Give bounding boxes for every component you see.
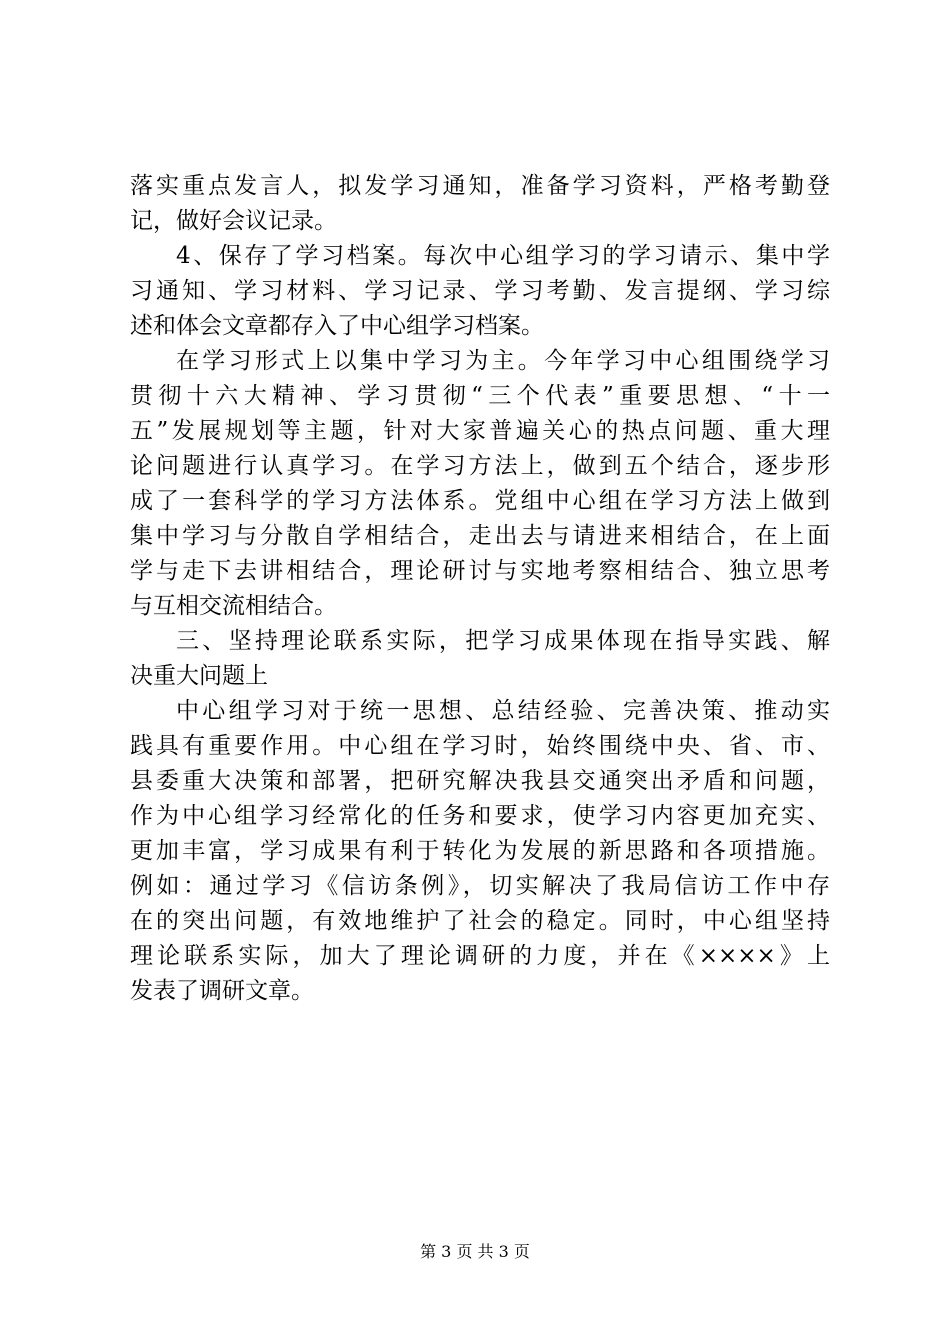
text-line: 决重大问题上 <box>130 663 268 689</box>
text-line: 成了一套科学的学习方法体系。党组中心组在学习方法上做到 <box>130 488 830 514</box>
text-line: 县委重大决策和部署，把研究解决我县交通突出矛盾和问题， <box>130 768 830 794</box>
text-line: 三、坚持理论联系实际，把学习成果体现在指导实践、解 <box>176 628 830 654</box>
text-line: 4、保存了学习档案。每次中心组学习的学习请示、集中学 <box>176 243 830 269</box>
text-line: 在的突出问题，有效地维护了社会的稳定。同时，中心组坚持 <box>130 908 830 934</box>
text-line: 记，做好会议记录。 <box>130 208 337 234</box>
text-line: 中心组学习对于统一思想、总结经验、完善决策、推动实 <box>176 698 830 724</box>
text-line: 例如：通过学习《信访条例》，切实解决了我局信访工作中存 <box>130 873 830 899</box>
text-line: 落实重点发言人，拟发学习通知，准备学习资料，严格考勤登 <box>130 173 830 199</box>
text-line: 发表了调研文章。 <box>130 978 314 1004</box>
text-line: 集中学习与分散自学相结合，走出去与请进来相结合，在上面 <box>130 523 830 549</box>
text-line: 与互相交流相结合。 <box>130 593 337 619</box>
text-line: 作为中心组学习经常化的任务和要求，使学习内容更加充实、 <box>130 803 830 829</box>
text-line: 贯彻十六大精神、学习贯彻“三个代表”重要思想、“十一 <box>130 383 830 409</box>
text-line: 习通知、学习材料、学习记录、学习考勤、发言提纲、学习综 <box>130 278 830 304</box>
text-line: 更加丰富，学习成果有利于转化为发展的新思路和各项措施。 <box>130 838 830 864</box>
text-line: 理论联系实际，加大了理论调研的力度，并在《××××》上 <box>130 943 830 969</box>
text-line: 在学习形式上以集中学习为主。今年学习中心组围绕学习 <box>176 348 830 374</box>
text-line: 践具有重要作用。中心组在学习时，始终围绕中央、省、市、 <box>130 733 830 759</box>
document-body <box>130 169 830 1009</box>
text-line: 述和体会文章都存入了中心组学习档案。 <box>130 313 544 339</box>
page-footer: 第 3 页 共 3 页 <box>420 1242 530 1261</box>
text-line: 学与走下去讲相结合，理论研讨与实地考察相结合、独立思考 <box>130 558 830 584</box>
text-line: 五”发展规划等主题，针对大家普遍关心的热点问题、重大理 <box>130 418 830 444</box>
text-line: 论问题进行认真学习。在学习方法上，做到五个结合，逐步形 <box>130 453 830 479</box>
